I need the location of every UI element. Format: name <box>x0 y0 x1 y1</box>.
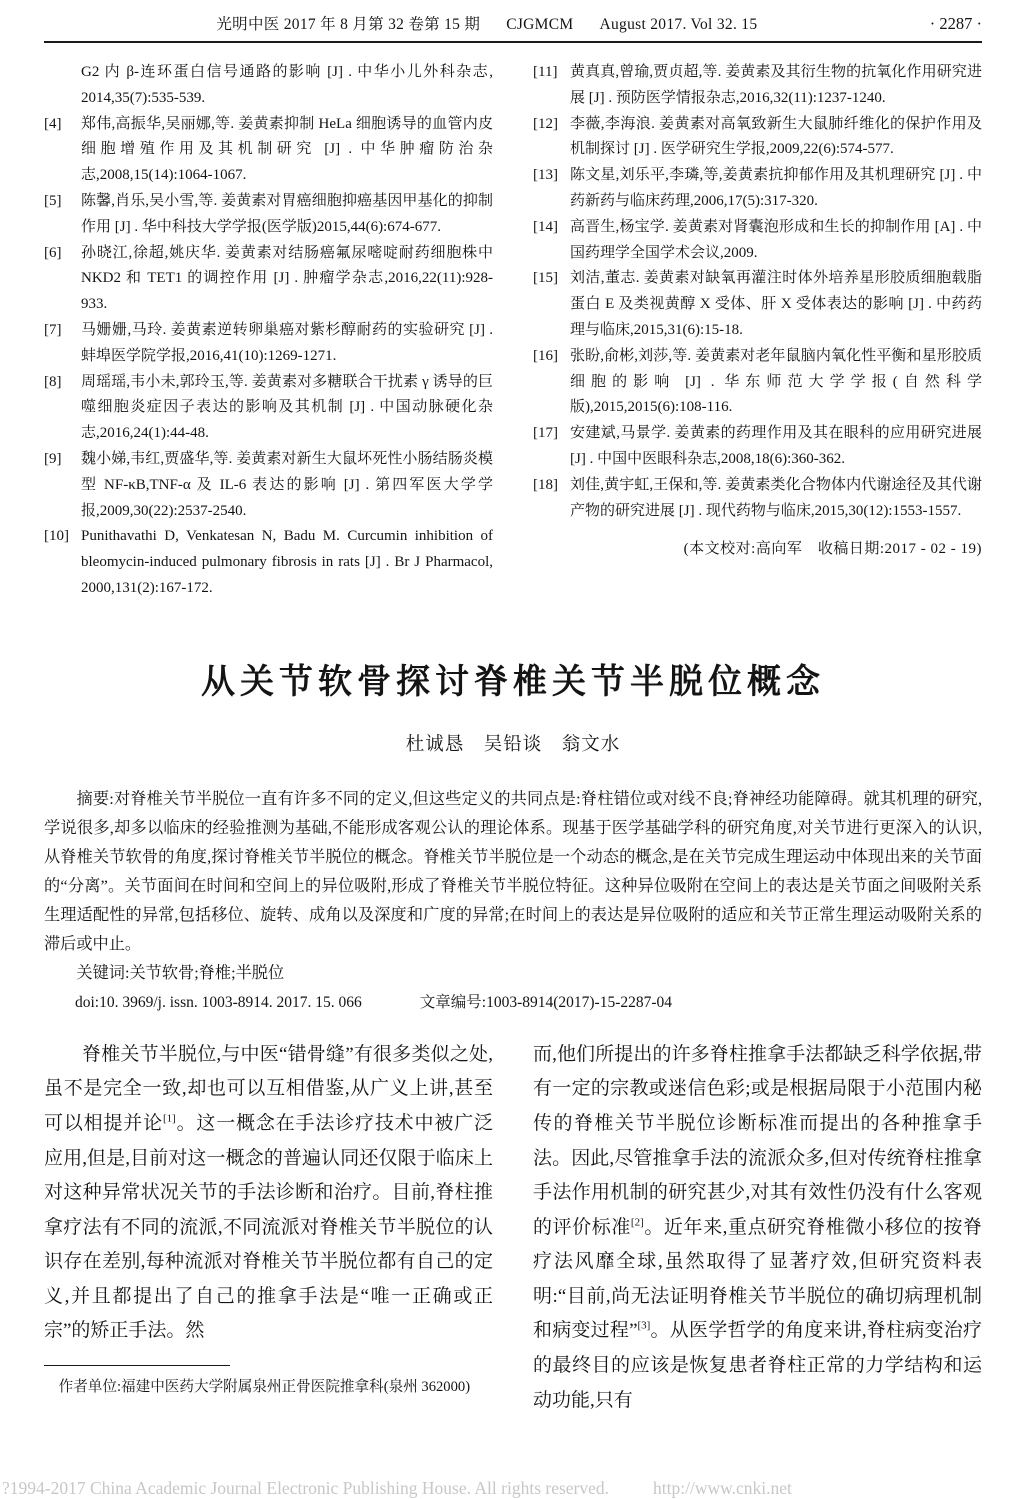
reference-item <box>44 447 493 524</box>
reference-item <box>44 112 493 189</box>
running-head-center <box>44 12 930 34</box>
keywords-label: 关键词: <box>76 963 130 982</box>
citation-mark-1: [1] <box>162 1112 176 1125</box>
reference-number: [9] <box>44 450 62 467</box>
reference-number: [10] <box>44 528 69 545</box>
reference-text: 马姗姗,马玲. 姜黄素逆转卵巢癌对紫杉醇耐药的实验研究 [J] . 蚌埠医学院学报,2016,41(10):1269-1271. <box>81 321 493 364</box>
reference-number: [4] <box>44 115 62 132</box>
reference-text: G2 内 β-连环蛋白信号通路的影响 [J] . 中华小儿外科杂志, 2014,35(7):535-539. <box>81 64 493 106</box>
reference-number: [14] <box>533 218 558 235</box>
keywords-line <box>44 959 982 988</box>
reference-item <box>533 163 982 215</box>
references-right-list <box>533 60 982 524</box>
reference-number: [6] <box>44 244 62 261</box>
article-authors: 杜诚恳 吴铅谈 翁文水 <box>405 734 621 755</box>
reference-text: 郑伟,高振华,吴丽娜,等. 姜黄素抑制 HeLa 细胞诱导的血管内皮细胞增殖作用及其机制研究 [J] . 中华肿瘤防治杂志,2008,15(14):1064-1067. <box>81 115 493 184</box>
reference-text: 高晋生,杨宝学. 姜黄素对肾囊泡形成和生长的抑制作用 [A] . 中国药理学全国学术会议,2009. <box>570 218 982 261</box>
reference-number <box>44 60 81 112</box>
cnki-url: http://www.cnki.net <box>653 1478 792 1498</box>
body-right-paragraph <box>533 1038 982 1419</box>
reference-number: [18] <box>533 476 558 493</box>
journal-title-cn: 光明中医 2017 年 8 月第 32 卷第 15 期 <box>216 16 481 33</box>
citation-mark-2: [2] <box>630 1216 644 1229</box>
reference-item <box>44 241 493 318</box>
reference-number: [5] <box>44 192 62 209</box>
body-left-paragraph <box>44 1038 493 1349</box>
reference-text: Punithavathi D, Venkatesan N, Badu M. Curcumin inhibition of bleomycin-induced pulmonary fibrosis in rats [J] . Br J Pharmacol, 2000,131(2):167-172. <box>81 528 493 596</box>
proofreader-received-date-line: (本文校对:高向军 收稿日期:2017 - 02 - 19) <box>683 541 982 558</box>
references-right-column <box>533 60 982 602</box>
reference-text: 陈文星,刘乐平,李璘,等,姜黄素抗抑郁作用及其机理研究 [J] . 中药新药与临床药理,2006,17(5):317-320. <box>570 167 982 209</box>
reference-item <box>533 60 982 112</box>
reference-item <box>44 318 493 370</box>
reference-text: 周瑶瑶,韦小未,郭玲玉,等. 姜黄素对多糖联合干扰素 γ 诱导的巨噬细胞炎症因子表达的影响及其机制 [J] . 中国动脉硬化杂志,2016,24(1):44-48. <box>81 373 493 442</box>
keywords-text: 关节软骨;脊椎;半脱位 <box>129 963 285 982</box>
reference-item <box>533 112 982 164</box>
references-left-column <box>44 60 493 602</box>
reference-number: [12] <box>533 115 558 132</box>
reference-number: [13] <box>533 167 558 184</box>
author-affiliation-footnote: 作者单位:福建中医药大学附属泉州正骨医院推拿科(泉州 362000) <box>58 1379 471 1396</box>
doi-line <box>44 988 982 1018</box>
article-title: 从关节软骨探讨脊椎关节半脱位概念 <box>201 662 825 701</box>
reference-text: 孙晓江,徐超,姚庆华. 姜黄素对结肠癌氟尿嘧啶耐药细胞株中 NKD2 和 TET1 的调控作用 [J] . 肿瘤学杂志,2016,22(11):928-933. <box>81 244 493 313</box>
reference-number: [17] <box>533 425 558 442</box>
header-rule <box>44 41 982 43</box>
abstract-label: 摘要: <box>76 789 114 808</box>
copyright-text: ?1994-2017 China Academic Journal Electronic Publishing House. All rights reserved. <box>2 1478 610 1498</box>
footnote-rule <box>44 1365 230 1366</box>
reference-number: [8] <box>44 373 62 390</box>
reference-text: 张盼,俞彬,刘莎,等. 姜黄素对老年鼠脑内氧化性平衡和星形胶质细胞的影响 [J] . 华东师范大学学报(自然科学版),2015,2015(6):108-116. <box>570 347 982 416</box>
reference-number: [7] <box>44 321 62 338</box>
reference-text: 陈馨,肖乐,吴小雪,等. 姜黄素对胃癌细胞抑癌基因甲基化的抑制作用 [J] . 华中科技大学学报(医学版)2015,44(6):674-677. <box>81 192 493 235</box>
body-right-column <box>533 1038 982 1419</box>
reference-item <box>533 421 982 473</box>
reference-text: 黄真真,曾瑜,贾贞超,等. 姜黄素及其衍生物的抗氧化作用研究进展 [J] . 预防医学情报杂志,2016,32(11):1237-1240. <box>570 64 982 106</box>
reference-number: [15] <box>533 270 558 287</box>
reference-text: 魏小娣,韦红,贾盛华,等. 姜黄素对新生大鼠坏死性小肠结肠炎模型 NF-κB,TNF-α 及 IL-6 表达的影响 [J] . 第四军医大学学报,2009,30(22):2537-2540. <box>81 450 493 519</box>
reference-item <box>44 370 493 447</box>
citation-mark-3: [3] <box>637 1320 651 1333</box>
doi-text: doi:10. 3969/j. issn. 1003-8914. 2017. 15. 066 <box>75 993 362 1011</box>
reference-item <box>44 524 493 601</box>
reference-text: 李薇,李海浪. 姜黄素对高氧致新生大鼠肺纤维化的保护作用及机制探讨 [J] . 医学研究生学报,2009,22(6):574-577. <box>570 115 982 158</box>
reference-item <box>533 473 982 525</box>
reference-number: [11] <box>533 64 558 80</box>
body-columns <box>44 1038 982 1419</box>
reference-item <box>533 215 982 267</box>
reference-text: 安建斌,马景学. 姜黄素的药理作用及其在眼科的应用研究进展 [J] . 中国中医眼科杂志,2008,18(6):360-362. <box>570 425 982 467</box>
abstract-text: 对脊椎关节半脱位一直有许多不同的定义,但这些定义的共同点是:脊柱错位或对线不良;脊神经功能障碍。就其机理的研究,学说很多,却多以临床的经验推测为基础,不能形成客观公认的理论体系。现基于医学基础学科的研究角度,对关节进行更深入的认识,从脊椎关节软骨的角度,探讨脊椎关节半脱位的概念。脊椎关节半脱位是一个动态的概念,是在关节完成生理运动中体现出来的关节面的“分离”。关节面间在时间和空间上的异位吸附,形成了脊椎关节半脱位特征。这种异位吸附在空间上的表达是关节面之间吸附关系生理适配性的异常,包括移位、旋转、成角以及深度和广度的异常;在时间上的表达是异位吸附的适应和关节正常生理运动吸附关系的滞后或中止。 <box>44 789 983 953</box>
cnki-copyright-footer <box>2 1478 1024 1499</box>
running-head <box>44 12 982 34</box>
body-right-text-2: 。近年来,重点研究脊椎微小移位的按脊疗法风靡全球,虽然取得了显著疗效,但研究资料表明:“目前,尚无法证明脊椎关节半脱位的确切病理机制和病变过程” <box>533 1216 982 1342</box>
reference-item <box>44 60 493 112</box>
page-number: · 2287 · <box>929 14 982 33</box>
body-left-text-2: 。这一概念在手法诊疗技术中被广泛应用,但是,目前对这一概念的普遍认同还仅限于临床上对这种异常状况关节的手法诊断和治疗。目前,脊柱推拿疗法有不同的流派,不同流派对脊椎关节半脱位的认识存在差别,每种流派对脊椎关节半脱位都有自己的定义,并且都提出了自己的推拿手法是“唯一正确或正宗”的矫正手法。然 <box>44 1112 493 1342</box>
reference-text: 刘佳,黄宇虹,王保和,等. 姜黄素类化合物体内代谢途径及其代谢产物的研究进展 [J] . 现代药物与临床,2015,30(12):1553-1557. <box>570 476 982 519</box>
body-left-text-1: 脊椎关节半脱位,与中医“错骨缝”有很多类似之处,虽不是完全一致,却也可以互相借鉴,从广义上讲,甚至可以相提并论 <box>44 1043 493 1134</box>
abstract-paragraph <box>44 785 982 959</box>
body-right-text-3: 。从医学哲学的角度来讲,脊柱病变治疗的最终目的应该是恢复患者脊柱正常的力学结构和运动功能,只有 <box>533 1320 982 1411</box>
journal-abbrev-en: CJGMCM <box>506 16 574 33</box>
reference-item <box>44 189 493 241</box>
body-right-text-1: 而,他们所提出的许多脊柱推拿手法都缺乏科学依据,带有一定的宗教或迷信色彩;或是根据局限于小范围内秘传的脊椎关节半脱位诊断标准而提出的各种推拿手法。因此,尽管推拿手法的流派众多,但对传统脊柱推拿手法作用机制的研究甚少,对其有效性仍没有什么客观的评价标准 <box>533 1043 982 1238</box>
references-section <box>44 60 982 602</box>
reference-item <box>533 344 982 421</box>
body-left-column <box>44 1038 493 1419</box>
reference-item <box>533 266 982 343</box>
reference-text: 刘洁,董志. 姜黄素对缺氧再灌注时体外培养星形胶质细胞载脂蛋白 E 及类视黄醇 X 受体、肝 X 受体表达的影响 [J] . 中药药理与临床,2015,31(6):15-18. <box>570 270 982 338</box>
reference-number: [16] <box>533 347 558 364</box>
article-number: 文章编号:1003-8914(2017)-15-2287-04 <box>419 993 673 1011</box>
journal-issue-en: August 2017. Vol 32. 15 <box>599 16 758 33</box>
